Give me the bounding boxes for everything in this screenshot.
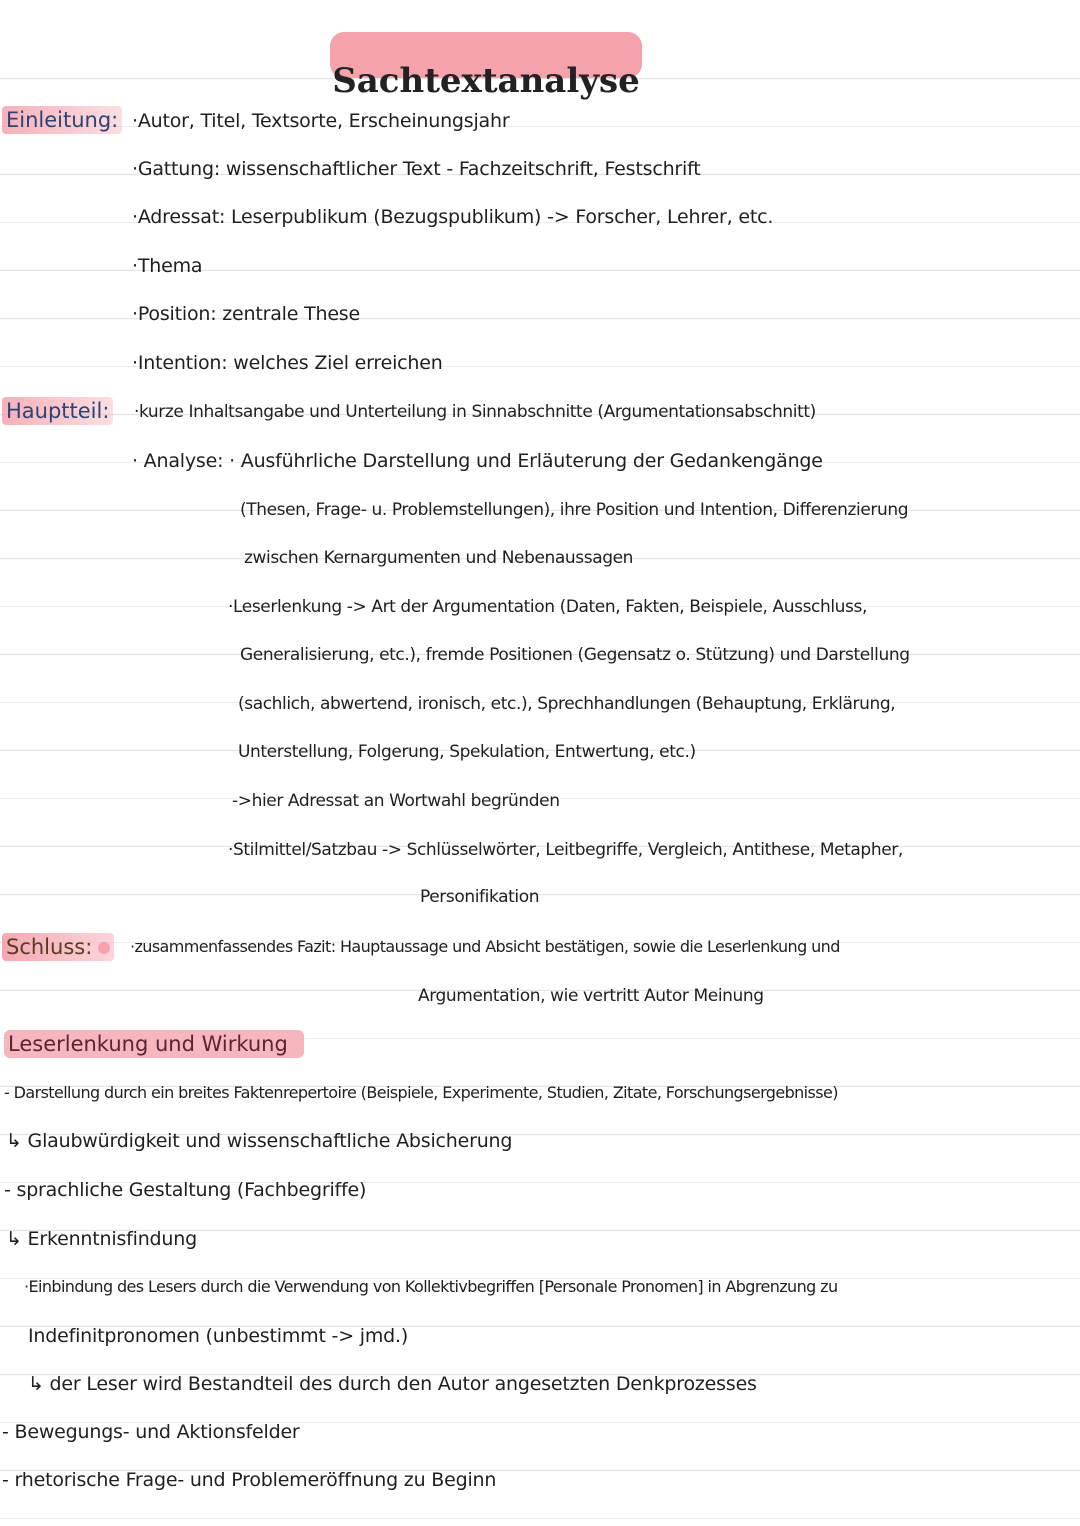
leserlenkung-line: ↳ Glaubwürdigkeit und wissenschaftliche Absicherung bbox=[6, 1130, 513, 1152]
leserlenkung-line: ↳ der Leser wird Bestandteil des durch den Autor angesetzten Denkprozesses bbox=[28, 1373, 757, 1395]
leserlenkung-line: Indefinitpronomen (unbestimmt -> jmd.) bbox=[28, 1325, 409, 1347]
leserlenkung-line: - Darstellung durch ein breites Faktenrepertoire (Beispiele, Experimente, Studien, Zitate, Forschungsergebnisse) bbox=[4, 1083, 838, 1102]
hauptteil-line: Personifikation bbox=[420, 887, 540, 907]
hauptteil-label: Hauptteil: bbox=[2, 397, 113, 425]
schluss-line: Argumentation, wie vertritt Autor Meinung bbox=[418, 986, 764, 1006]
section-heading-highlight bbox=[4, 1030, 304, 1058]
einleitung-item: ·Position: zentrale These bbox=[132, 303, 361, 325]
leserlenkung-line: - Bewegungs- und Aktionsfelder bbox=[2, 1421, 300, 1443]
highlight-arrow-icon bbox=[98, 942, 110, 954]
hauptteil-line: zwischen Kernargumenten und Nebenaussagen bbox=[244, 548, 634, 568]
einleitung-item: ·Autor, Titel, Textsorte, Erscheinungsjahr bbox=[132, 110, 510, 132]
einleitung-item: ·Adressat: Leserpublikum (Bezugspublikum) -> Forscher, Lehrer, etc. bbox=[132, 206, 774, 228]
schluss-label: Schluss: bbox=[2, 933, 114, 961]
hauptteil-line: ->hier Adressat an Wortwahl begründen bbox=[232, 791, 560, 811]
einleitung-item: ·Intention: welches Ziel erreichen bbox=[132, 352, 443, 374]
hauptteil-line: (sachlich, abwertend, ironisch, etc.), Sprechhandlungen (Behauptung, Erklärung, bbox=[238, 694, 896, 714]
schluss-line: ·zusammenfassendes Fazit: Hauptaussage und Absicht bestätigen, sowie die Leserlenkung und bbox=[130, 937, 840, 956]
hauptteil-line: Generalisierung, etc.), fremde Positionen (Gegensatz o. Stützung) und Darstellung bbox=[240, 645, 910, 665]
hauptteil-line: ·Leserlenkung -> Art der Argumentation (Daten, Fakten, Beispiele, Ausschluss, bbox=[228, 597, 867, 617]
leserlenkung-line: ↳ Erkenntnisfindung bbox=[6, 1228, 197, 1250]
einleitung-item: ·Gattung: wissenschaftlicher Text - Fachzeitschrift, Festschrift bbox=[132, 158, 701, 180]
hauptteil-line: ·kurze Inhaltsangabe und Unterteilung in Sinnabschnitte (Argumentationsabschnitt) bbox=[134, 402, 816, 422]
title-highlight bbox=[330, 32, 642, 101]
hauptteil-line: · Analyse: · Ausführliche Darstellung und Erläuterung der Gedankengänge bbox=[132, 450, 823, 472]
leserlenkung-line: ·Einbindung des Lesers durch die Verwendung von Kollektivbegriffen [Personale Pronomen] in Abgrenzung zu bbox=[24, 1277, 838, 1296]
hauptteil-line: (Thesen, Frage- u. Problemstellungen), ihre Position und Intention, Differenzierung bbox=[240, 500, 909, 520]
hauptteil-line: ·Stilmittel/Satzbau -> Schlüsselwörter, Leitbegriffe, Vergleich, Antithese, Metapher, bbox=[228, 840, 903, 860]
hauptteil-line: Unterstellung, Folgerung, Spekulation, Entwertung, etc.) bbox=[238, 742, 696, 762]
page-title: Sachtextanalyse bbox=[332, 60, 640, 101]
leserlenkung-line: - rhetorische Frage- und Problemeröffnung zu Beginn bbox=[2, 1469, 497, 1491]
einleitung-item: ·Thema bbox=[132, 255, 203, 277]
leserlenkung-line: - sprachliche Gestaltung (Fachbegriffe) bbox=[4, 1179, 367, 1201]
einleitung-label: Einleitung: bbox=[2, 106, 122, 134]
section-heading: Leserlenkung und Wirkung bbox=[8, 1032, 288, 1056]
